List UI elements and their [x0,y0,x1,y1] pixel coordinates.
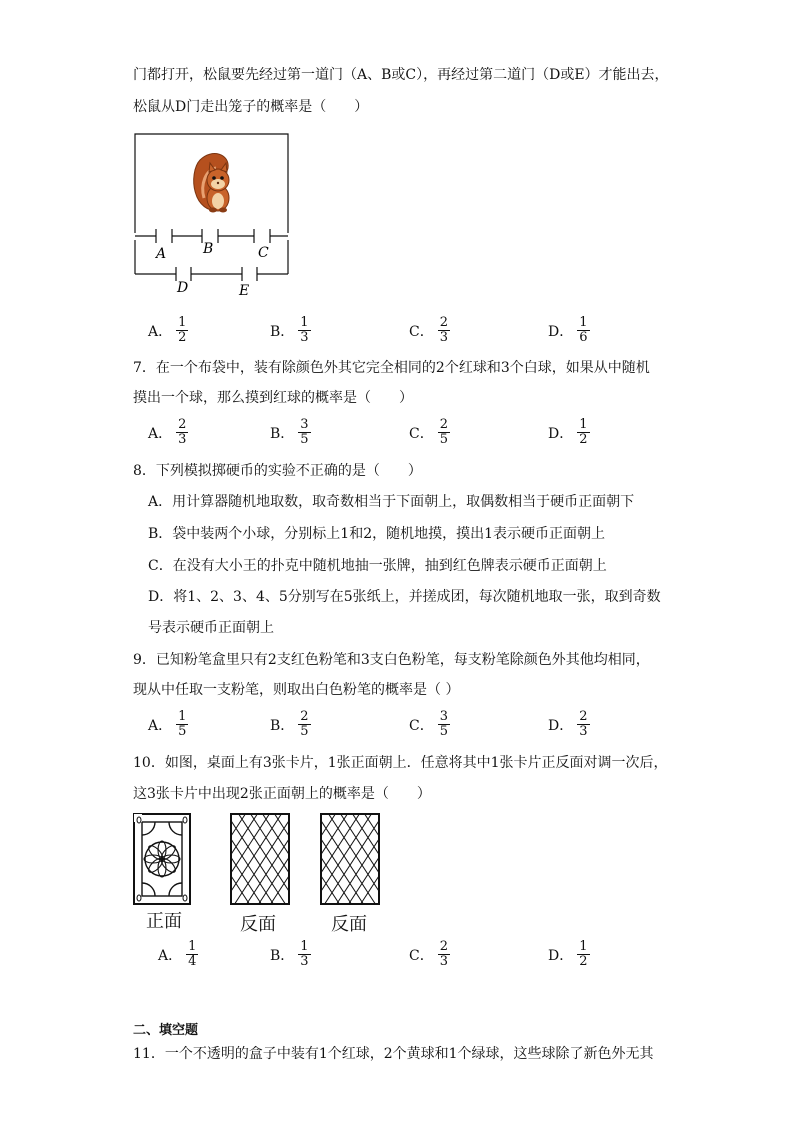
fraction: $\frac{1}{2}$ [579,417,588,447]
fraction: $\frac{2}{3}$ [579,709,588,739]
fraction: $\frac{3}{5}$ [300,417,309,447]
fraction: $\frac{2}{3}$ [178,417,187,447]
door-label-b: B [203,241,214,257]
q10-stem-line1: 10．如图，桌面上有3张卡片，1张正面朝上．任意将其中1张卡片正反面对调一次后， [133,755,668,771]
q7-option-b[interactable]: B． $\frac{3}{5}$ [270,417,309,447]
fraction: $\frac{1}{5}$ [178,709,187,739]
q6-options [148,316,668,350]
fraction: $\frac{1}{2}$ [579,939,588,969]
card-caption-back-1: 反面 [240,914,276,935]
card-caption-front: 正面 [146,911,182,932]
q10-option-d[interactable]: D． $\frac{1}{2}$ [548,939,588,969]
q11-stem-line1: 11．一个不透明的盒子中装有1个红球，2个黄球和1个绿球，这些球除了新色外无其 [133,1046,654,1062]
card-front-icon [133,813,191,905]
card-back-icon [320,813,380,905]
q9-stem-line2: 现从中任取一支粉笔，则取出白色粉笔的概率是（ ） [133,682,460,698]
q6-option-d[interactable]: D． $\frac{1}{6}$ [548,315,588,345]
q9-option-a[interactable]: A． $\frac{1}{5}$ [148,709,187,739]
q9-option-d[interactable]: D． $\frac{2}{3}$ [548,709,588,739]
card-back-icon [230,813,290,905]
door-label-a: A [156,246,167,262]
q7-option-d[interactable]: D． $\frac{1}{2}$ [548,417,588,447]
squirrel-cage-figure [130,128,295,303]
squirrel-icon [194,154,229,213]
section-title-fill-in: 二、填空题 [133,1023,199,1038]
q8-stem: 8．下列模拟掷硬币的实验不正确的是（ ） [133,463,422,479]
fraction: $\frac{1}{2}$ [178,315,187,345]
q7-options [148,418,668,452]
q7-stem-line2: 摸出一个球，那么摸到红球的概率是（ ） [133,390,413,406]
q6-stem-line2: 松鼠从D门走出笼子的概率是（ ） [133,99,369,115]
door-label-d: D [177,280,189,296]
q8-option-b[interactable]: B．袋中装两个小球，分别标上1和2，随机地摸，摸出1表示硬币正面朝上 [148,526,606,542]
fraction: $\frac{2}{5}$ [300,709,309,739]
fraction: $\frac{1}{3}$ [300,939,309,969]
q8-option-c[interactable]: C．在没有大小王的扑克中随机地抽一张牌，抽到红色牌表示硬币正面朝上 [148,558,607,574]
door-label-e: E [239,283,250,299]
q6-option-a[interactable]: A． $\frac{1}{2}$ [148,315,187,345]
q6-option-b[interactable]: B． $\frac{1}{3}$ [270,315,309,345]
q6-option-c[interactable]: C． $\frac{2}{3}$ [409,315,448,345]
q10-stem-line2: 这3张卡片中出现2张正面朝上的概率是（ ） [133,786,431,802]
q7-stem-line1: 7．在一个布袋中，装有除颜色外其它完全相同的2个红球和3个白球，如果从中随机 [133,360,650,376]
q10-option-c[interactable]: C． $\frac{2}{3}$ [409,939,448,969]
q7-option-a[interactable]: A． $\frac{2}{3}$ [148,417,187,447]
fraction: $\frac{2}{3}$ [439,939,448,969]
card-caption-back-2: 反面 [331,914,367,935]
fraction: $\frac{2}{3}$ [439,315,448,345]
fraction: $\frac{1}{3}$ [300,315,309,345]
q9-option-b[interactable]: B． $\frac{2}{5}$ [270,709,309,739]
q8-option-d-cont: 号表示硬币正面朝上 [148,620,274,636]
fraction: $\frac{1}{4}$ [188,939,197,969]
fraction: $\frac{1}{6}$ [579,315,588,345]
fraction: $\frac{3}{5}$ [439,709,448,739]
q9-options [148,710,668,744]
q7-option-c[interactable]: C． $\frac{2}{5}$ [409,417,448,447]
fraction: $\frac{2}{5}$ [439,417,448,447]
q6-stem-line1: 门都打开，松鼠要先经过第一道门（A、B或C），再经过第二道门（D或E）才能出去， [133,67,669,83]
q8-option-d[interactable]: D．将1、2、3、4、5分别写在5张纸上，并搓成团，每次随机地取一张，取到奇数 [148,589,661,605]
q10-option-b[interactable]: B． $\frac{1}{3}$ [270,939,309,969]
q10-options [148,940,668,974]
door-label-c: C [258,245,269,261]
q9-option-c[interactable]: C． $\frac{3}{5}$ [409,709,448,739]
q8-option-a[interactable]: A．用计算器随机地取数，取奇数相当于下面朝上，取偶数相当于硬币正面朝下 [148,494,635,510]
q9-stem-line1: 9．已知粉笔盒里只有2支红色粉笔和3支白色粉笔，每支粉笔除颜色外其他均相同， [133,652,650,668]
q10-option-a[interactable]: A． $\frac{1}{4}$ [158,939,197,969]
